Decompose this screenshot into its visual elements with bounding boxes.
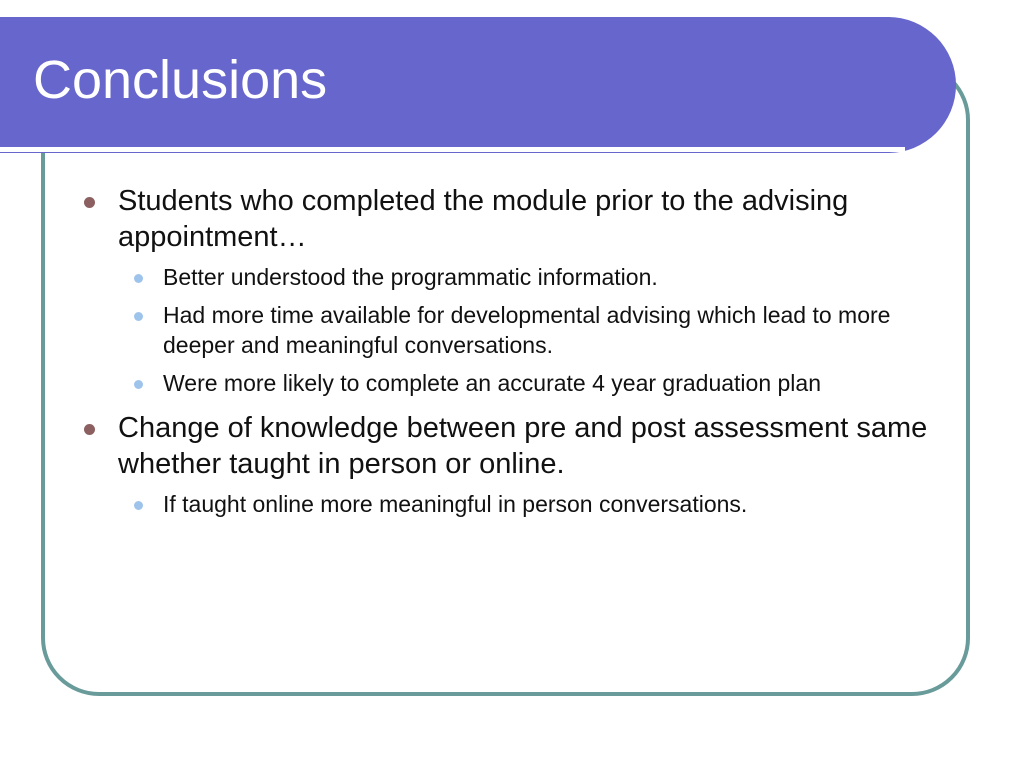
sub-bullet-dot-icon [134,274,143,283]
sub-bullet-item [80,489,940,519]
slide-title: Conclusions [33,50,328,110]
sub-bullet-dot-icon [134,380,143,389]
bullet-text: Students who completed the module prior to the advising appointment… [118,185,849,253]
bullet-dot-icon [84,197,95,208]
sub-bullet-dot-icon [134,312,143,321]
bullet-item [80,183,940,255]
sub-bullet-list [80,489,940,519]
bullet-item [80,410,940,482]
sub-bullet-list [80,262,940,398]
sub-bullet-item [80,368,940,398]
sub-bullet-text: Were more likely to complete an accurate 4 year graduation plan [163,370,821,396]
sub-bullet-item [80,262,940,292]
sub-bullet-dot-icon [134,501,143,510]
sub-bullet-text: Better understood the programmatic information. [163,264,658,290]
bullet-text: Change of knowledge between pre and post assessment same whether taught in person or online. [118,412,928,480]
sub-bullet-text: If taught online more meaningful in person conversations. [163,491,748,517]
bullet-dot-icon [84,424,95,435]
bullet-list [80,183,940,531]
sub-bullet-item [80,300,940,360]
title-divider [0,147,905,152]
sub-bullet-text: Had more time available for developmental advising which lead to more deeper and meaningful conversations. [163,302,891,358]
